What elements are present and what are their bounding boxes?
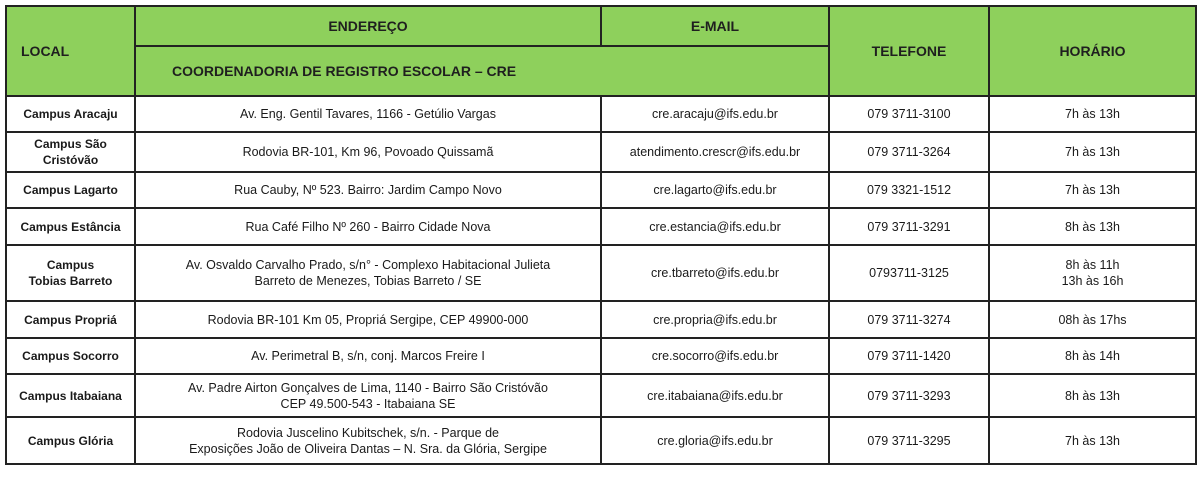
- local-line: Campus Socorro: [22, 349, 119, 363]
- local-line: Campus Propriá: [24, 312, 117, 327]
- hours-line: 7h às 13h: [1065, 107, 1120, 121]
- hours-line: 8h às 13h: [1065, 219, 1120, 234]
- address-line: Exposições João de Oliveira Dantas – N. Sra. da Glória, Sergipe: [189, 441, 547, 456]
- hours-line: 8h às 14h: [1065, 349, 1120, 363]
- local-line: Campus São: [34, 137, 107, 151]
- hours-line: 08h às 17hs: [1058, 312, 1127, 327]
- address-line: Rua Cauby, Nº 523. Bairro: Jardim Campo Novo: [234, 183, 502, 197]
- phone-cell: 079 3711-3100: [829, 96, 989, 132]
- local-line: Campus Itabaiana: [19, 388, 122, 403]
- local-line: Campus Lagarto: [23, 183, 118, 197]
- phone-cell: 079 3711-3291: [829, 208, 989, 245]
- phone-cell: 079 3711-3295: [829, 417, 989, 464]
- email-cell: atendimento.crescr@ifs.edu.br: [601, 132, 829, 172]
- email-cell: cre.itabaiana@ifs.edu.br: [601, 374, 829, 417]
- address-line: Av. Perimetral B, s/n, conj. Marcos Freire I: [251, 349, 485, 363]
- email-cell: cre.estancia@ifs.edu.br: [601, 208, 829, 245]
- address-cell: [135, 417, 601, 464]
- email-cell: cre.propria@ifs.edu.br: [601, 301, 829, 338]
- local-cell: [6, 338, 135, 374]
- table-body: [6, 96, 1196, 464]
- local-line: Campus: [46, 258, 95, 272]
- local-line: Cristóvão: [42, 153, 99, 167]
- hours-cell: [989, 417, 1196, 464]
- table-row: [6, 374, 1196, 417]
- local-line: Campus Estância: [20, 219, 121, 234]
- table-row: [6, 208, 1196, 245]
- address-line: Av. Osvaldo Carvalho Prado, s/n° - Complexo Habitacional Julieta: [185, 258, 551, 272]
- table-row: [6, 172, 1196, 208]
- address-cell: [135, 245, 601, 301]
- email-cell: cre.gloria@ifs.edu.br: [601, 417, 829, 464]
- phone-cell: 079 3711-3274: [829, 301, 989, 338]
- cre-contacts-table: [5, 5, 1197, 465]
- local-cell: [6, 245, 135, 301]
- address-cell: [135, 208, 601, 245]
- phone-cell: 0793711-3125: [829, 245, 989, 301]
- hours-cell: [989, 132, 1196, 172]
- hours-cell: [989, 208, 1196, 245]
- address-line: Rua Café Filho Nº 260 - Bairro Cidade Nova: [245, 219, 491, 234]
- local-cell: [6, 172, 135, 208]
- address-cell: [135, 374, 601, 417]
- address-cell: [135, 301, 601, 338]
- address-cell: [135, 132, 601, 172]
- header-horario: HORÁRIO: [989, 6, 1196, 96]
- phone-cell: 079 3711-3293: [829, 374, 989, 417]
- local-line: Tobias Barreto: [28, 274, 113, 288]
- local-cell: [6, 96, 135, 132]
- email-cell: cre.socorro@ifs.edu.br: [601, 338, 829, 374]
- hours-cell: [989, 96, 1196, 132]
- local-line: Campus Glória: [27, 433, 114, 448]
- table-row: [6, 245, 1196, 301]
- address-cell: [135, 338, 601, 374]
- hours-line: 7h às 13h: [1065, 433, 1120, 448]
- hours-cell: [989, 301, 1196, 338]
- address-line: Barreto de Menezes, Tobias Barreto / SE: [254, 274, 482, 288]
- hours-cell: [989, 374, 1196, 417]
- local-cell: [6, 374, 135, 417]
- table-row: [6, 417, 1196, 464]
- header-coordenadoria: COORDENADORIA DE REGISTRO ESCOLAR – CRE: [135, 46, 829, 96]
- email-cell: cre.aracaju@ifs.edu.br: [601, 96, 829, 132]
- table-row: [6, 96, 1196, 132]
- hours-cell: [989, 245, 1196, 301]
- address-line: Rodovia Juscelino Kubitschek, s/n. - Parque de: [237, 425, 499, 440]
- hours-line: 13h às 16h: [1061, 274, 1124, 288]
- phone-cell: 079 3321-1512: [829, 172, 989, 208]
- hours-line: 7h às 13h: [1065, 145, 1120, 159]
- table-row: [6, 301, 1196, 338]
- header-local: LOCAL: [6, 6, 135, 96]
- header-telefone: TELEFONE: [829, 6, 989, 96]
- address-line: Rodovia BR-101 Km 05, Propriá Sergipe, CEP 49900-000: [207, 312, 529, 327]
- hours-line: 7h às 13h: [1065, 183, 1120, 197]
- table-row: [6, 338, 1196, 374]
- hours-line: 8h às 11h: [1065, 258, 1120, 272]
- address-line: Av. Eng. Gentil Tavares, 1166 - Getúlio Vargas: [240, 107, 496, 121]
- phone-cell: 079 3711-3264: [829, 132, 989, 172]
- local-cell: [6, 417, 135, 464]
- table-header: [6, 6, 1196, 96]
- email-cell: cre.tbarreto@ifs.edu.br: [601, 245, 829, 301]
- address-cell: [135, 96, 601, 132]
- phone-cell: 079 3711-1420: [829, 338, 989, 374]
- hours-line: 8h às 13h: [1065, 388, 1120, 403]
- hours-cell: [989, 172, 1196, 208]
- address-line: CEP 49.500-543 - Itabaiana SE: [280, 396, 456, 411]
- address-cell: [135, 172, 601, 208]
- header-endereco: ENDEREÇO: [135, 6, 601, 46]
- table-row: [6, 132, 1196, 172]
- header-email: E-MAIL: [601, 6, 829, 46]
- local-line: Campus Aracaju: [23, 107, 118, 121]
- local-cell: [6, 132, 135, 172]
- address-line: Av. Padre Airton Gonçalves de Lima, 1140 - Bairro São Cristóvão: [188, 380, 548, 395]
- local-cell: [6, 301, 135, 338]
- address-line: Rodovia BR-101, Km 96, Povoado Quissamã: [242, 145, 494, 159]
- hours-cell: [989, 338, 1196, 374]
- local-cell: [6, 208, 135, 245]
- email-cell: cre.lagarto@ifs.edu.br: [601, 172, 829, 208]
